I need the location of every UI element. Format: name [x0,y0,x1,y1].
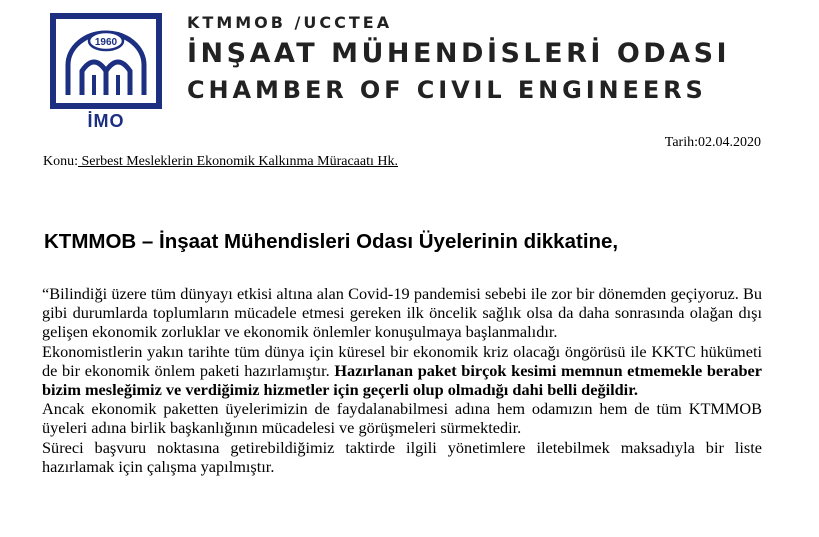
letter-body [42,284,762,476]
document-date: Tarih:02.04.2020 [664,135,761,150]
paragraph-2 [42,342,762,400]
subject-label: Konu: [43,154,78,169]
logo-text: İMO [87,111,125,131]
imo-logo [50,13,162,131]
header-org: KTMMOB /UCCTEA [187,13,393,32]
paragraph-2-bold: Hazırlanan paket birçok kesimi memnun etmemekle beraber bizim mesleğimiz ve verdiğimiz hizmetler için geçerli olup olmadığı dahi belli değildir. [42,360,762,400]
header-title-en: CHAMBER OF CIVIL ENGINEERS [187,76,707,104]
paragraph-4: Süreci başvuru noktasına getirebildiğimiz taktirde ilgili yönetimlere iletebilmek maksadıyla bir liste hazırlamak için çalışma yapılmıştır. [42,437,762,476]
paragraph-2-text: Ekonomistlerin yakın tarihte tüm dünya için küresel bir ekonomik kriz olacağı öngörüsü ile KKTC hükümeti de bir ekonomik önlem paketi hazırlamıştır. [42,341,762,380]
subject-line [43,154,398,170]
subject-value: Serbest Mesleklerin Ekonomik Kalkınma Müracaatı Hk. [78,154,398,169]
header-title-tr: İNŞAAT MÜHENDİSLERİ ODASI [187,38,731,69]
paragraph-3: Ancak ekonomik paketten üyelerimizin de faydalanabilmesi adına hem odamızın hem de tüm KTMMOB üyeleri adına birlik başkanlığının mücadelesi ve görüşmeleri sürmektedir. [42,399,762,438]
paragraph-1: “Bilindiği üzere tüm dünyayı etkisi altına alan Covid-19 pandemisi sebebi ile zor bir dönemden geçiyoruz. Bu gibi durumlarda toplumların mücadele etmesi gereken ilk öncelik sağlık olsa da daha sonrasında olağan dışı gelişen ekonomik zorluklar ve ekonomik önlemler konuşulmaya başlanmalıdır. [42,284,762,342]
letter-heading: KTMMOB – İnşaat Mühendisleri Odası Üyelerinin dikkatine, [44,230,619,253]
logo-year: 1960 [94,37,118,48]
